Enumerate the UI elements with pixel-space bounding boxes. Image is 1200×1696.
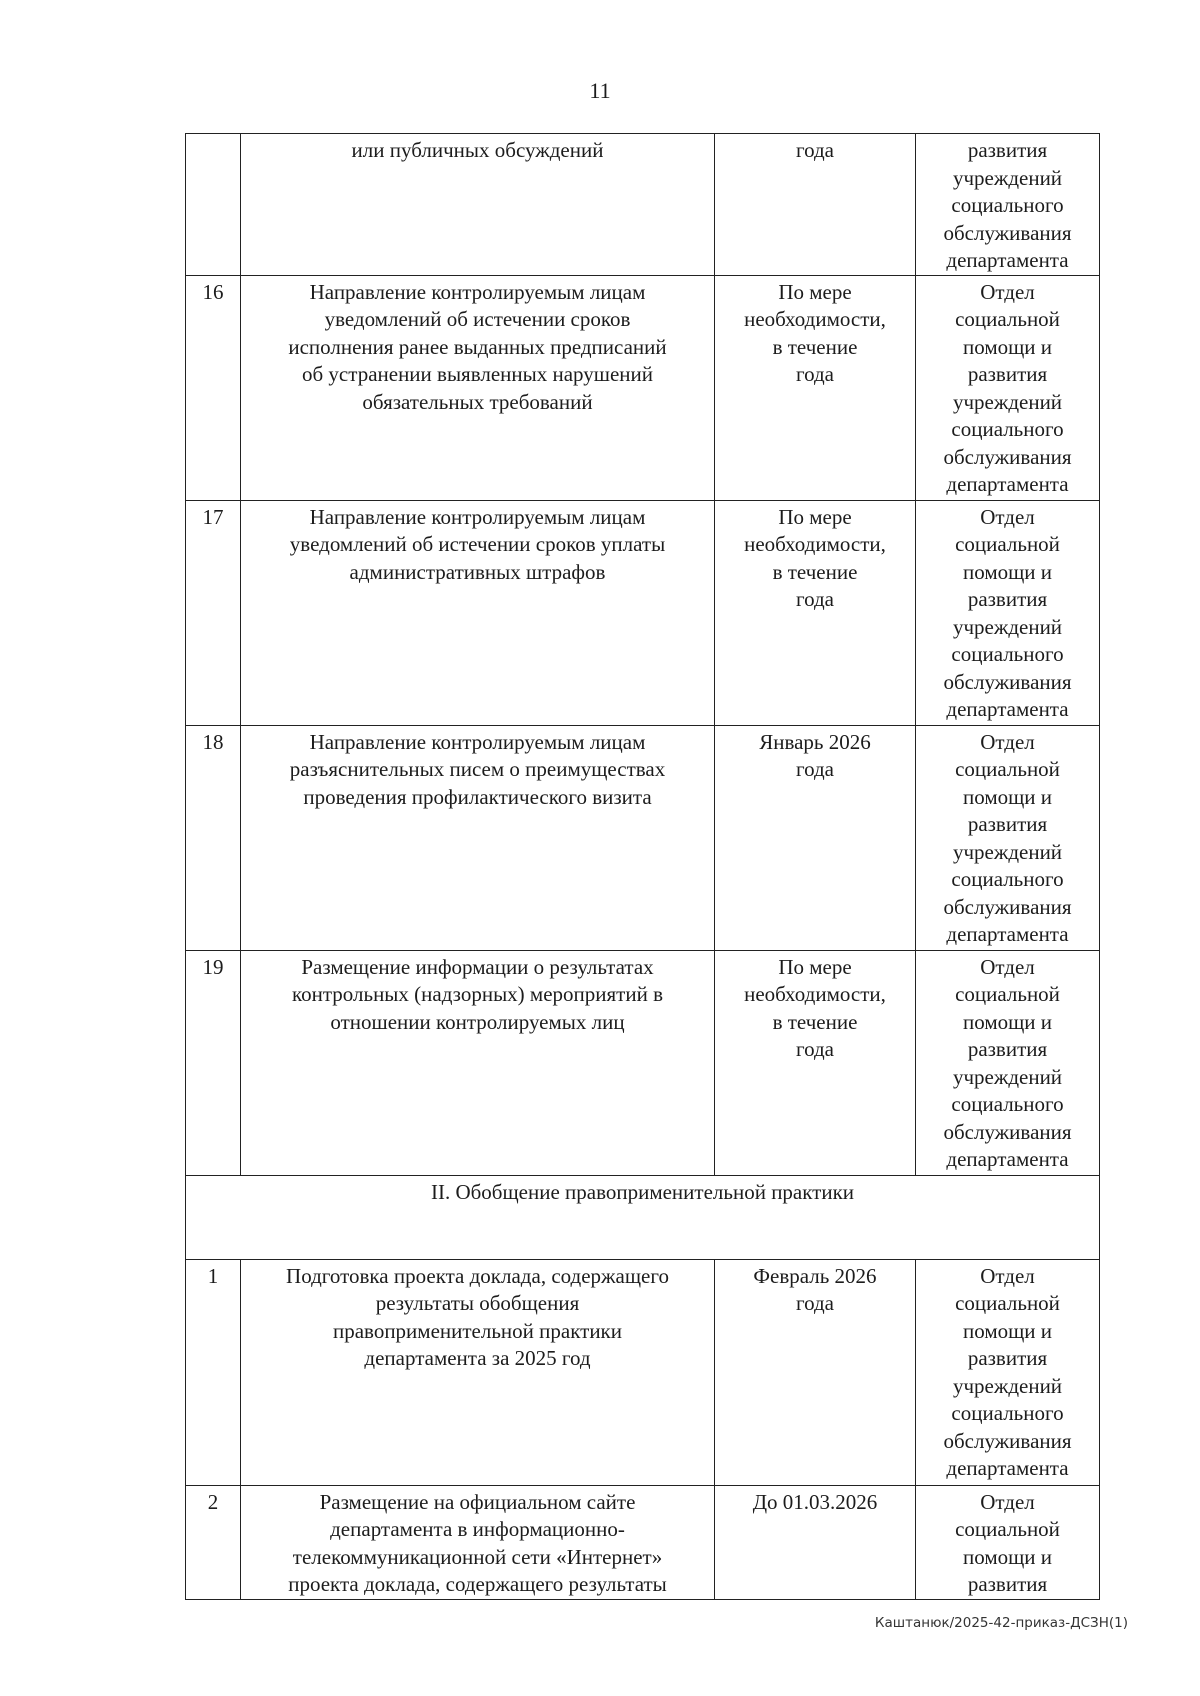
responsible-unit: Отдел социальной помощи и развития учреждений социального обслуживания департамента bbox=[916, 950, 1100, 1175]
row-number: 2 bbox=[186, 1485, 241, 1599]
row-number bbox=[186, 134, 241, 276]
responsible-unit: Отдел социальной помощи и развития учреждений социального обслуживания департамента bbox=[916, 500, 1100, 725]
section-title: II. Обобщение правоприменительной практики bbox=[186, 1175, 1100, 1259]
activity-term: До 01.03.2026 bbox=[715, 1485, 916, 1599]
activity-name: Направление контролируемым лицам уведомлений об истечении сроков уплаты административных штрафов bbox=[241, 500, 715, 725]
table-row bbox=[186, 500, 1100, 725]
document-footer-stamp: Каштанюк/2025-42-приказ-ДСЗН(1) bbox=[874, 1615, 1128, 1631]
activity-name: Размещение информации о результатах контрольных (надзорных) мероприятий в отношении контролируемых лиц bbox=[241, 950, 715, 1175]
activity-name: или публичных обсуждений bbox=[241, 134, 715, 276]
responsible-unit: Отдел социальной помощи и развития bbox=[916, 1485, 1100, 1599]
row-number: 19 bbox=[186, 950, 241, 1175]
activity-term: Январь 2026 года bbox=[715, 725, 916, 950]
section-header-row bbox=[186, 1175, 1100, 1259]
responsible-unit: Отдел социальной помощи и развития учреждений социального обслуживания департамента bbox=[916, 275, 1100, 500]
activity-term: По мере необходимости, в течение года bbox=[715, 500, 916, 725]
row-number: 16 bbox=[186, 275, 241, 500]
responsible-unit: Отдел социальной помощи и развития учреждений социального обслуживания департамента bbox=[916, 725, 1100, 950]
table-row bbox=[186, 725, 1100, 950]
row-number: 17 bbox=[186, 500, 241, 725]
table-row bbox=[186, 950, 1100, 1175]
page-number: 11 bbox=[589, 78, 611, 103]
table-row bbox=[186, 1485, 1100, 1599]
activity-term: По мере необходимости, в течение года bbox=[715, 950, 916, 1175]
table-row bbox=[186, 134, 1100, 276]
activity-name: Размещение на официальном сайте департамента в информационно- телекоммуникационной сети «Интернет» проекта доклада, содержащего результаты bbox=[241, 1485, 715, 1599]
activity-name: Направление контролируемым лицам разъяснительных писем о преимуществах проведения профилактического визита bbox=[241, 725, 715, 950]
responsible-unit: развития учреждений социального обслуживания департамента bbox=[916, 134, 1100, 276]
activity-name: Направление контролируемым лицам уведомлений об истечении сроков исполнения ранее выданных предписаний об устранении выявленных нарушений обязательных требований bbox=[241, 275, 715, 500]
activity-term: Февраль 2026 года bbox=[715, 1259, 916, 1485]
row-number: 18 bbox=[186, 725, 241, 950]
row-number: 1 bbox=[186, 1259, 241, 1485]
responsible-unit: Отдел социальной помощи и развития учреждений социального обслуживания департамента bbox=[916, 1259, 1100, 1485]
activity-plan-table bbox=[185, 133, 1100, 1600]
activity-term: года bbox=[715, 134, 916, 276]
activity-term: По мере необходимости, в течение года bbox=[715, 275, 916, 500]
table-row bbox=[186, 275, 1100, 500]
activity-name: Подготовка проекта доклада, содержащего результаты обобщения правоприменительной практики департамента за 2025 год bbox=[241, 1259, 715, 1485]
table-row bbox=[186, 1259, 1100, 1485]
